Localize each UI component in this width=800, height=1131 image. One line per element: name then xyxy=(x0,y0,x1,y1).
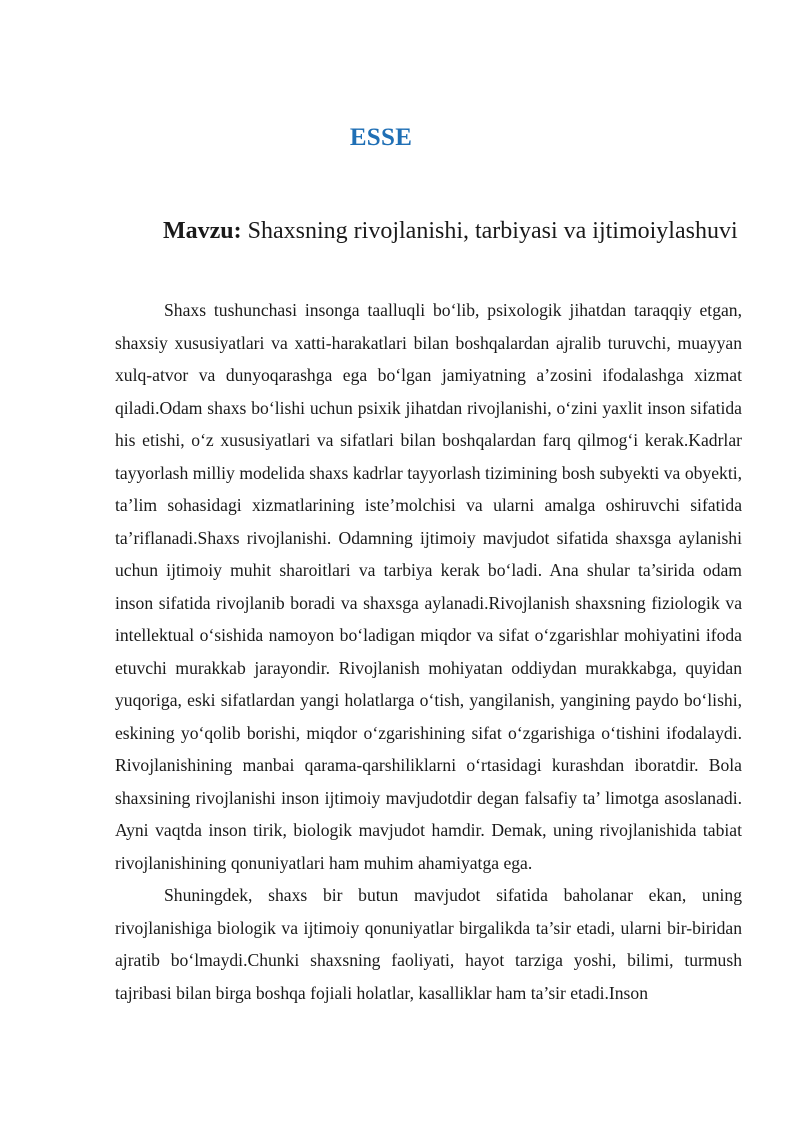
topic-line xyxy=(163,218,763,245)
document-title: ESSE xyxy=(349,124,413,151)
paragraph: Shaxs tushunchasi insonga taalluqli bo‘lib, psixologik jihatdan taraqqiy etgan, shaxsiy xususiyatlari va xatti-harakatlari bilan boshqalardan ajralib turuvchi, muayyan xulq-atvor va dunyoqarashga ega bo‘lgan jamiyatning a’zosini ifodalashga xizmat qiladi.Odam shaxs bo‘lishi uchun psixik jihatdan rivojlanishi, o‘zini yaxlit inson sifatida his etishi, o‘z xususiyatlari va sifatlari bilan boshqalardan farq qilmog‘i kerak.Kadrlar tayyorlash milliy modelida shaxs kadrlar tayyorlash tizimining bosh subyekti va obyekti, ta’lim sohasidagi xizmatlarining iste’molchisi va ularni amalga oshiruvchi sifatida ta’riflanadi.Shaxs rivojlanishi. Odamning ijtimoiy mavjudot sifatida shaxsga aylanishi uchun ijtimoiy muhit sharoitlari va tarbiya kerak bo‘ladi. Ana shular ta’sirida odam inson sifatida rivojlanib boradi va shaxsga aylanadi.Rivojlanish shaxsning fiziologik va intellektual o‘sishida namoyon bo‘ladigan miqdor va sifat o‘zgarishlar mohiyatini ifoda etuvchi murakkab jarayondir. Rivojlanish mohiyatan oddiydan murakkabga, quyidan yuqoriga, eski sifatlardan yangi holatlarga o‘tish, yangilanish, yangining paydo bo‘lishi, eskining yo‘qolib borishi, miqdor o‘zgarishining sifat o‘zgarishiga o‘tishini ifodalaydi. Rivojlanishining manbai qarama-qarshiliklarni o‘rtasidagi kurashdan iboratdir. Bola shaxsining rivojlanishi inson ijtimoiy mavjudotdir degan falsafiy ta’ limotga asoslanadi. Ayni vaqtda inson tirik, biologik mavjudot hamdir. Demak, uning rivojlanishida tabiat rivojlanishining qonuniyatlari ham muhim ahamiyatga ega. xyxy=(115,300,742,873)
topic-label: Mavzu: xyxy=(163,218,242,244)
paragraph: Shuningdek, shaxs bir butun mavjudot sifatida baholanar ekan, uning rivojlanishiga biologik va ijtimoiy qonuniyatlar birgalikda ta’sir etadi, ularni bir-biridan ajratib bo‘lmaydi.Chunki shaxsning faoliyati, hayot tarziga yoshi, bilimi, turmush tajribasi bilan birga boshqa fojiali holatlar, kasalliklar ham ta’sir etadi.Inson xyxy=(115,885,742,1003)
essay-body xyxy=(115,294,742,1009)
topic-text: Shaxsning rivojlanishi, tarbiyasi va ijtimoiylashuvi xyxy=(241,218,738,244)
